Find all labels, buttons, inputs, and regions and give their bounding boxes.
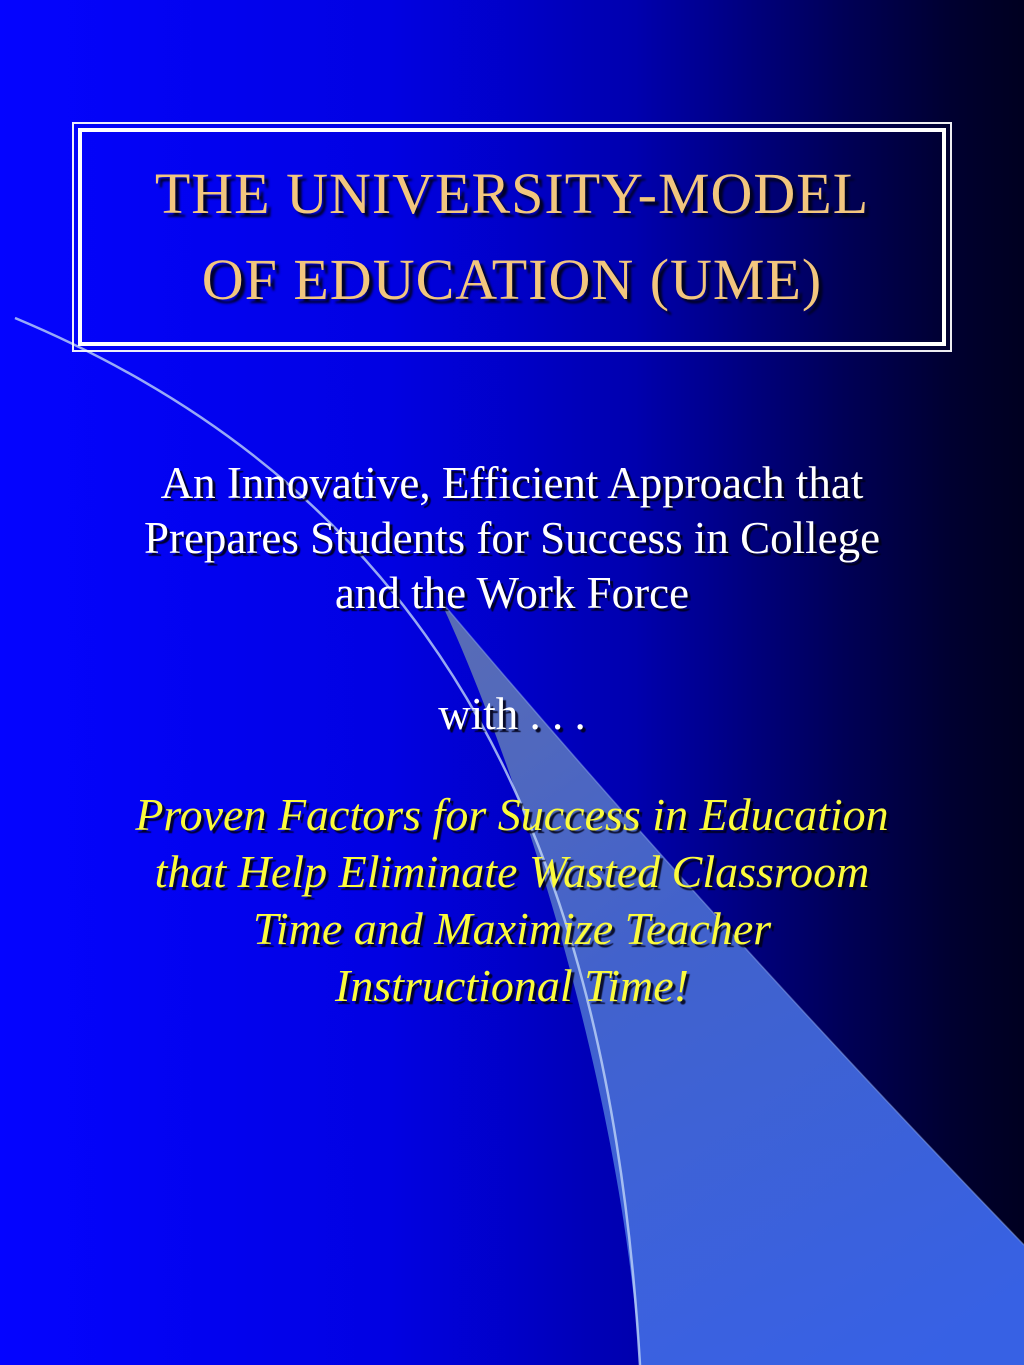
title-line-1: THE UNIVERSITY-MODEL [154,161,870,226]
subtitle-line-1: An Innovative, Efficient Approach that [160,458,864,508]
subtitle-line-2: Prepares Students for Success in College [143,513,881,563]
subtitle-line-3: and the Work Force [334,568,690,618]
subtitle-block [0,456,1024,621]
highlight-line-3: Time and Maximize Teacher [252,903,772,954]
title-box-inner-border [78,128,946,346]
highlight-block [0,786,1024,1014]
highlight-line-2: that Help Eliminate Wasted Classroom [154,846,870,897]
highlight-line-1: Proven Factors for Success in Education [135,789,889,840]
title-box [72,122,952,352]
highlight-line-4: Instructional Time! [335,960,689,1011]
title-line-2: OF EDUCATION (UME) [201,247,823,312]
with-text: with . . . [438,689,586,739]
